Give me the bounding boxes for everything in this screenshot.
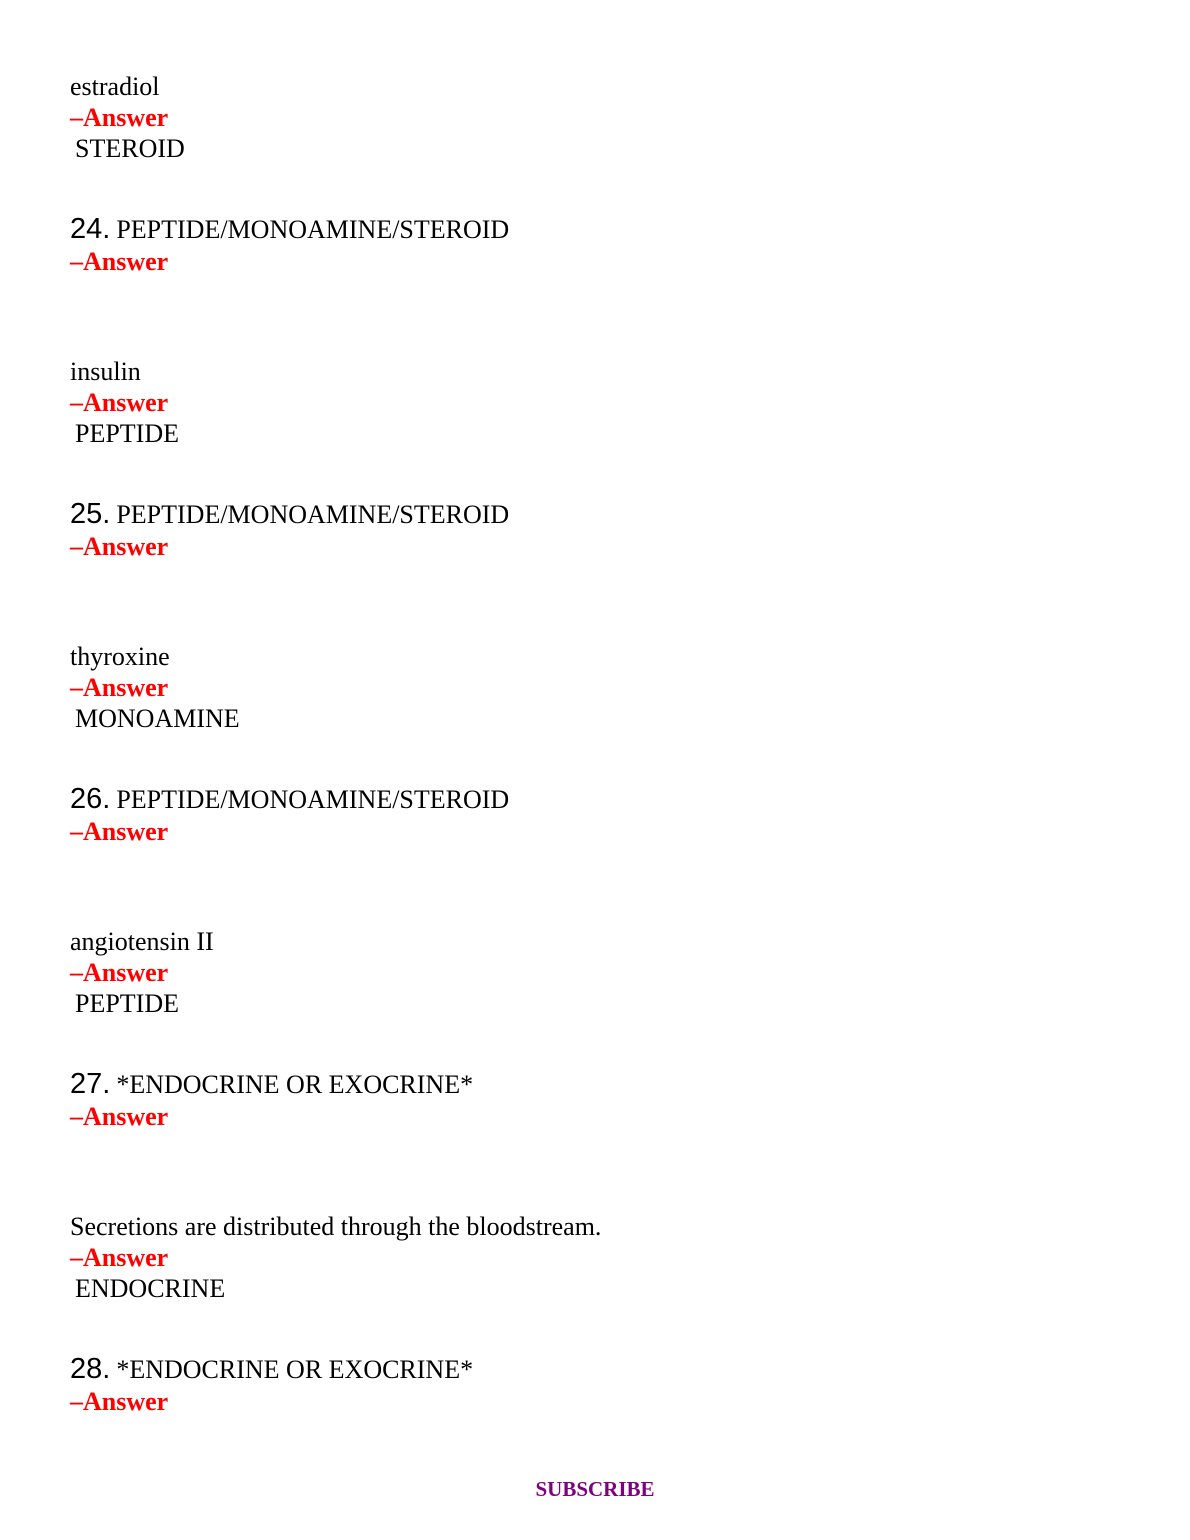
answer-label: –Answer [70,247,169,276]
card-term: angiotensin II [70,927,214,956]
answer-card [70,1211,601,1304]
question-line [70,213,509,246]
card-term: thyroxine [70,642,170,671]
card-answer: STEROID [75,134,185,163]
card-answer: PEPTIDE [75,989,179,1018]
answer-label: –Answer [70,103,169,132]
card-term: estradiol [70,72,160,101]
card-term: insulin [70,357,141,386]
question-line [70,1353,473,1386]
subscribe-link[interactable]: SUBSCRIBE [535,1477,655,1501]
question-card [70,213,509,277]
card-term: Secretions are distributed through the bloodstream. [70,1212,602,1241]
question-card [70,783,509,847]
question-card [70,1353,473,1417]
answer-label: –Answer [70,958,169,987]
answer-label: –Answer [70,532,169,561]
card-answer: ENDOCRINE [75,1274,226,1303]
question-number: 24. [70,213,111,245]
question-prompt: PEPTIDE/MONOAMINE/STEROID [116,215,510,244]
answer-label: –Answer [70,1102,169,1131]
answer-label: –Answer [70,817,169,846]
question-number: 25. [70,498,111,530]
question-number: 27. [70,1068,111,1100]
answer-card [70,71,185,164]
question-prompt: PEPTIDE/MONOAMINE/STEROID [116,785,510,814]
question-prompt: PEPTIDE/MONOAMINE/STEROID [116,500,510,529]
answer-label: –Answer [70,1387,169,1416]
question-card [70,498,509,562]
question-number: 26. [70,783,111,815]
answer-card [70,641,240,734]
card-answer: MONOAMINE [75,704,240,733]
question-line [70,498,509,531]
question-line [70,1068,473,1101]
answer-label: –Answer [70,1243,169,1272]
answer-label: –Answer [70,673,169,702]
question-prompt: *ENDOCRINE OR EXOCRINE* [116,1355,474,1384]
question-card [70,1068,473,1132]
card-answer: PEPTIDE [75,419,179,448]
answer-label: –Answer [70,388,169,417]
question-number: 28. [70,1353,111,1385]
answer-card [70,356,179,449]
question-prompt: *ENDOCRINE OR EXOCRINE* [116,1070,474,1099]
answer-card [70,926,214,1019]
question-line [70,783,509,816]
